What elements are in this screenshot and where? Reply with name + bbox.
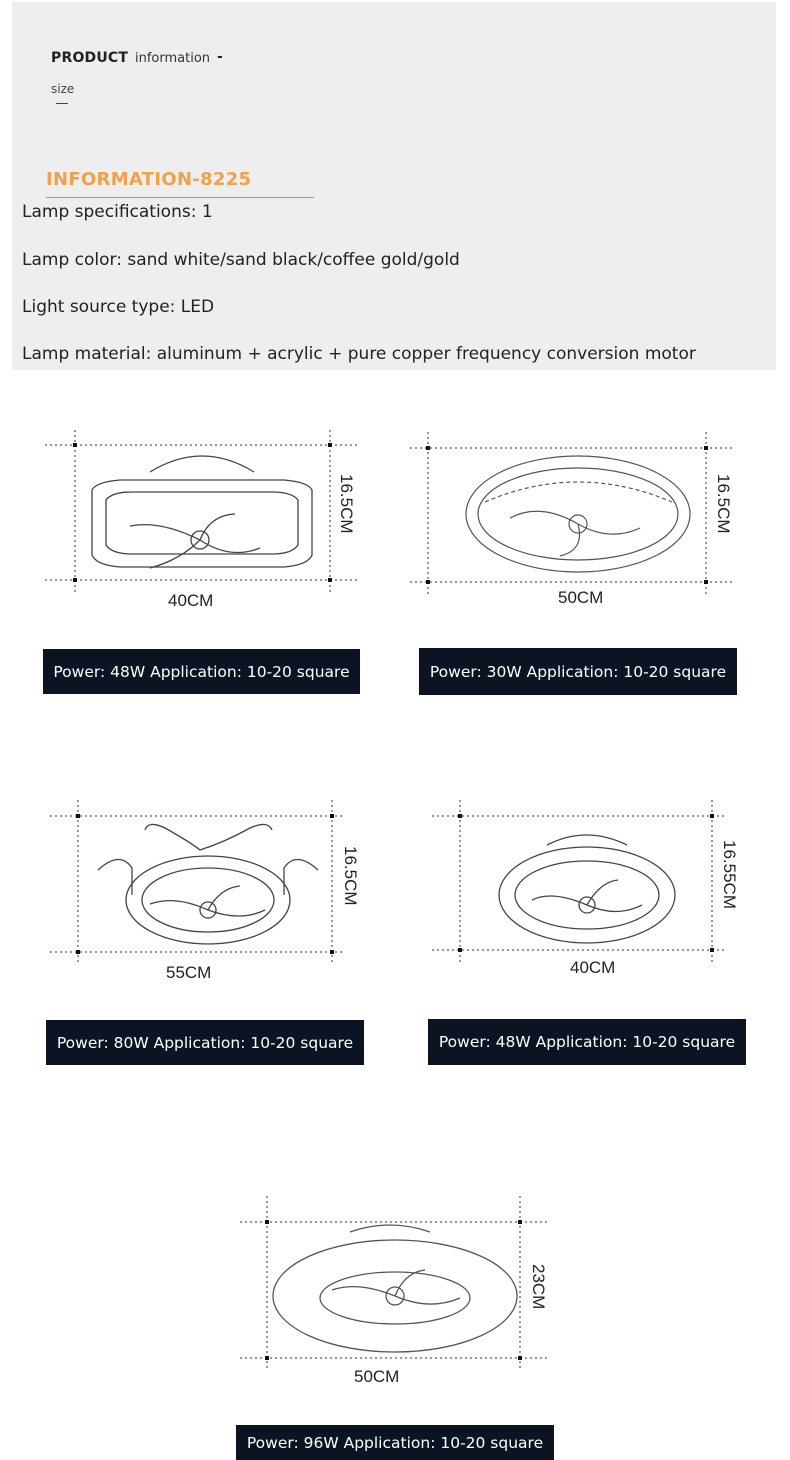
header-information-label: information <box>135 51 211 66</box>
header-dash: - <box>217 49 223 65</box>
power-badge-1: Power: 48W Application: 10-20 square <box>43 649 360 694</box>
information-title: INFORMATION-8225 <box>46 169 252 190</box>
width-label-2: 50CM <box>558 588 604 607</box>
height-label-4: 16.55CM <box>720 840 739 909</box>
power-badge-2: Power: 30W Application: 10-20 square <box>419 648 737 695</box>
power-badge-3: Power: 80W Application: 10-20 square <box>46 1020 364 1065</box>
fan-diagram-5 <box>240 1196 560 1371</box>
spec-lamp-specifications: Lamp specifications: 1 <box>22 202 213 222</box>
height-label-3: 16.5CM <box>341 846 360 906</box>
spec-lamp-material: Lamp material: aluminum + acrylic + pure copper frequency conversion motor <box>22 344 696 364</box>
header-product-label: PRODUCT <box>51 50 129 66</box>
spec-lamp-color: Lamp color: sand white/sand black/coffee gold/gold <box>22 250 460 270</box>
power-badge-5: Power: 96W Application: 10-20 square <box>236 1425 554 1460</box>
width-label-5: 50CM <box>354 1367 400 1386</box>
height-label-1: 16.5CM <box>337 474 356 534</box>
height-label-5: 23CM <box>529 1264 548 1310</box>
fan-diagram-3 <box>50 800 350 965</box>
size-underline <box>56 103 68 104</box>
fan-diagram-2 <box>410 432 740 602</box>
width-label-1: 40CM <box>168 591 214 610</box>
fan-diagram-1 <box>60 430 360 600</box>
power-badge-4: Power: 48W Application: 10-20 square <box>428 1019 746 1065</box>
width-label-3: 55CM <box>166 963 212 982</box>
product-info-panel <box>12 2 776 370</box>
fan-diagram-4 <box>432 800 732 965</box>
width-label-4: 40CM <box>570 958 616 977</box>
title-divider <box>46 197 314 198</box>
header-size-label: size <box>51 82 75 96</box>
height-label-2: 16.5CM <box>714 474 733 534</box>
spec-light-source: Light source type: LED <box>22 297 215 317</box>
